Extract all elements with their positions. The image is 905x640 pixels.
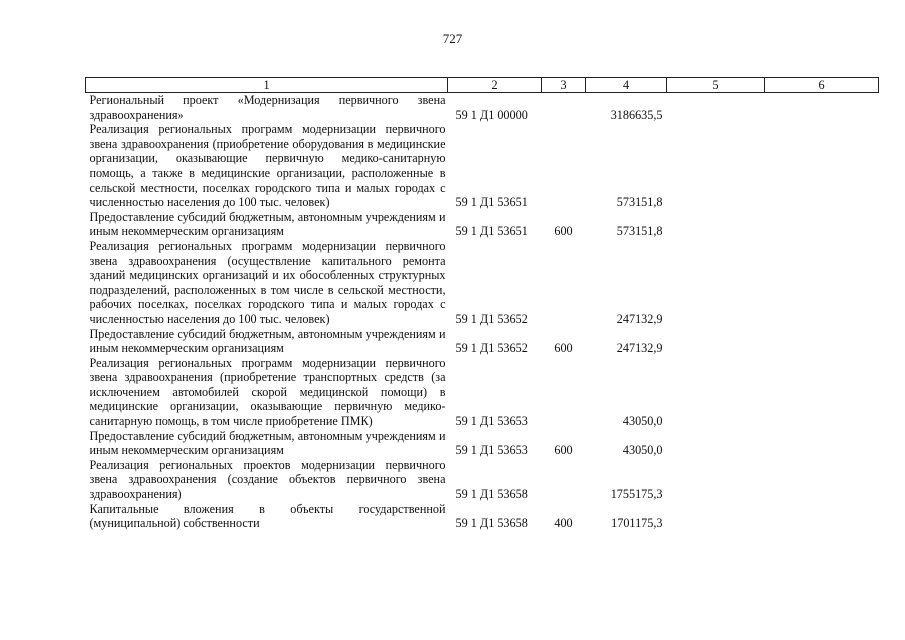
row-type: 600 xyxy=(554,443,573,458)
row-type: 400 xyxy=(554,516,573,531)
table-row xyxy=(86,210,879,239)
table-row xyxy=(86,356,879,429)
row-type xyxy=(542,122,586,210)
row-col5 xyxy=(667,239,765,327)
header-col-4: 4 xyxy=(586,78,667,93)
header-col-6: 6 xyxy=(765,78,879,93)
row-col5 xyxy=(667,327,765,356)
row-col6 xyxy=(765,429,879,458)
row-code: 59 1 Д1 00000 xyxy=(455,107,528,122)
row-col6 xyxy=(765,122,879,210)
row-col6 xyxy=(765,502,879,531)
row-description: Предоставление субсидий бюджетным, автономным учреждениям и иным некоммерческим организациям xyxy=(89,428,446,458)
row-col5 xyxy=(667,122,765,210)
row-type xyxy=(542,239,586,327)
row-amount: 573151,8 xyxy=(616,195,663,210)
row-amount: 573151,8 xyxy=(616,224,663,239)
row-col5 xyxy=(667,210,765,239)
header-col-5: 5 xyxy=(667,78,765,93)
row-col6 xyxy=(765,327,879,356)
table-header xyxy=(86,78,879,93)
row-col5 xyxy=(667,502,765,531)
row-amount: 247132,9 xyxy=(616,341,663,356)
budget-table xyxy=(85,77,879,531)
table-row xyxy=(86,502,879,531)
row-amount: 1755175,3 xyxy=(610,487,663,502)
row-type xyxy=(542,356,586,429)
row-col5 xyxy=(667,429,765,458)
row-description: Реализация региональных программ модернизации первичного звена здравоохранения (осуществление капитального ремонта зданий медицинских организаций и их обособленных структурных подразделений, расположенных в том числе в сельской местности, рабочих поселках, поселках городского типа и малых городах с численностью населения до 100 тыс. человек) xyxy=(89,238,446,326)
row-description: Предоставление субсидий бюджетным, автономным учреждениям и иным некоммерческим организациям xyxy=(89,209,446,239)
row-code: 59 1 Д1 53653 xyxy=(455,443,528,458)
row-code: 59 1 Д1 53652 xyxy=(455,311,528,326)
header-col-3: 3 xyxy=(542,78,586,93)
table-row xyxy=(86,327,879,356)
row-col5 xyxy=(667,356,765,429)
row-code: 59 1 Д1 53653 xyxy=(455,414,528,429)
row-code: 59 1 Д1 53658 xyxy=(455,516,528,531)
row-amount: 43050,0 xyxy=(622,414,663,429)
table-row xyxy=(86,458,879,502)
row-col6 xyxy=(765,458,879,502)
header-col-2: 2 xyxy=(448,78,542,93)
table-row xyxy=(86,93,879,123)
row-description: Капитальные вложения в объекты государственной (муниципальной) собственности xyxy=(89,501,446,531)
row-description: Реализация региональных проектов модернизации первичного звена здравоохранения (создание объектов первичного звена здравоохранения) xyxy=(89,457,446,502)
row-type: 600 xyxy=(554,341,573,356)
row-amount: 247132,9 xyxy=(616,311,663,326)
table-body xyxy=(86,93,879,531)
header-row xyxy=(86,78,879,93)
header-col-1: 1 xyxy=(86,78,448,93)
row-code: 59 1 Д1 53652 xyxy=(455,341,528,356)
row-col5 xyxy=(667,458,765,502)
table-row xyxy=(86,122,879,210)
row-description: Реализация региональных программ модернизации первичного звена здравоохранения (приобретение транспортных средств (за исключением автомобилей скорой медицинской помощи) в медицинские организации, оказывающие первичную медико-санитарную помощь, в том числе приобретение ПМК) xyxy=(89,355,446,429)
row-code: 59 1 Д1 53658 xyxy=(455,487,528,502)
row-type xyxy=(542,458,586,502)
row-amount: 1701175,3 xyxy=(611,516,663,531)
table-row xyxy=(86,429,879,458)
row-description: Реализация региональных программ модернизации первичного звена здравоохранения (приобретение оборудования в медицинские организации, оказывающие первичную медико-санитарную помощь, а также в медицинские организации, расположенные в сельской местности, поселках городского типа и малых городах с численностью населения до 100 тыс. человек) xyxy=(89,122,446,210)
row-description: Региональный проект «Модернизация первичного звена здравоохранения» xyxy=(89,93,446,122)
row-col6 xyxy=(765,356,879,429)
row-type: 600 xyxy=(554,224,573,239)
row-type xyxy=(542,93,586,123)
row-description: Предоставление субсидий бюджетным, автономным учреждениям и иным некоммерческим организациям xyxy=(89,326,446,356)
row-amount: 43050,0 xyxy=(622,443,663,458)
row-col5 xyxy=(667,93,765,123)
row-col6 xyxy=(765,93,879,123)
row-col6 xyxy=(765,239,879,327)
row-amount: 3186635,5 xyxy=(610,107,663,122)
table-row xyxy=(86,239,879,327)
row-code: 59 1 Д1 53651 xyxy=(455,224,528,239)
row-col6 xyxy=(765,210,879,239)
page-number: 727 xyxy=(442,31,463,46)
row-code: 59 1 Д1 53651 xyxy=(455,195,528,210)
